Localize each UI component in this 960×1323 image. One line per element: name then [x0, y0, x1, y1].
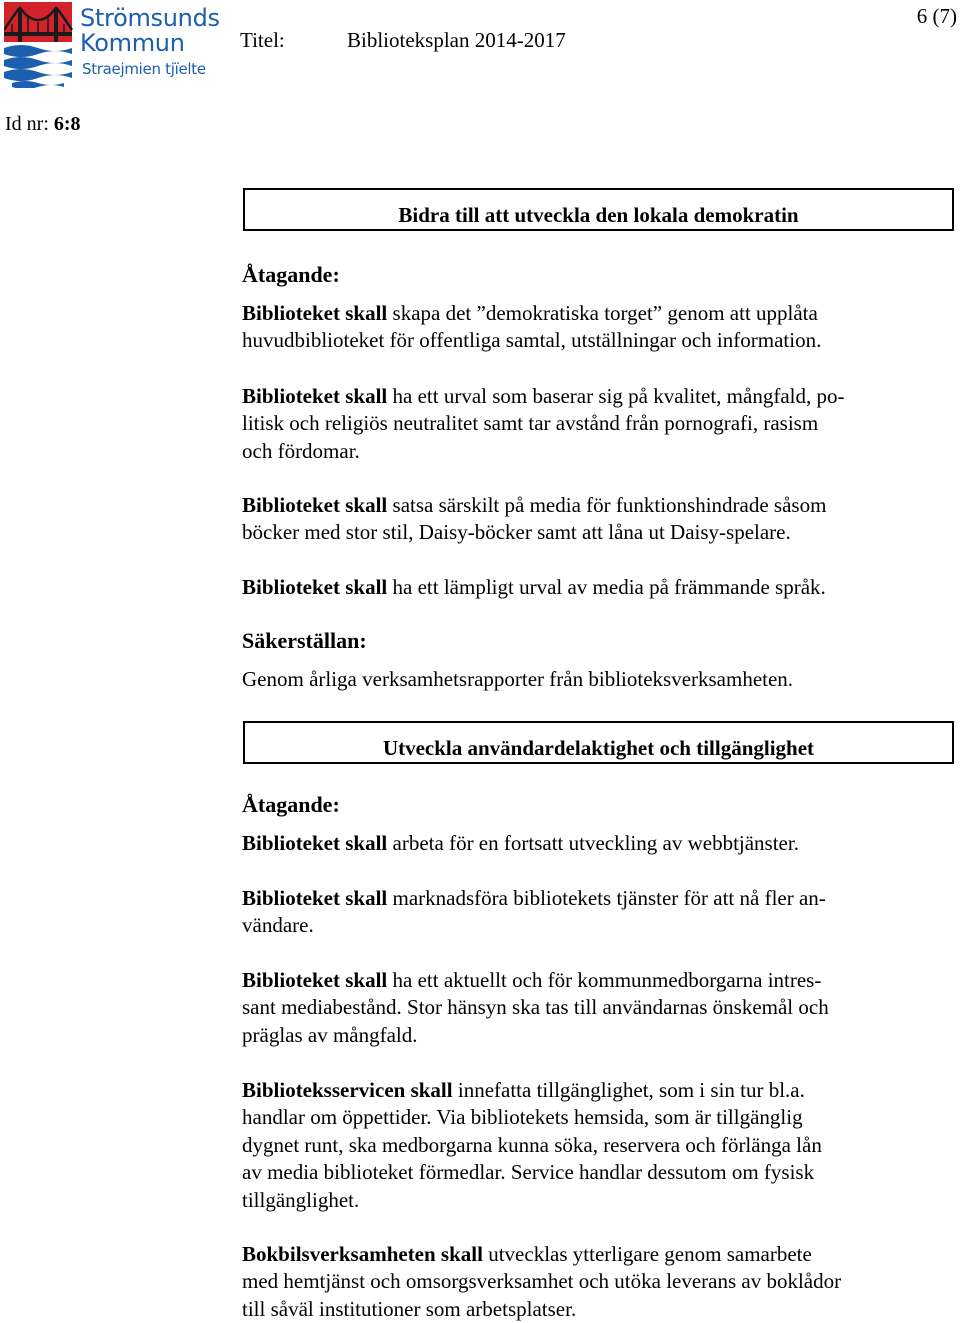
- paragraph-lead: Bokbilsverksamheten skall: [242, 1242, 483, 1266]
- paragraph-line: satsa särskilt på media för funktionshindrade såsom: [387, 493, 827, 517]
- paragraph-line: av media biblioteket förmedlar. Service handlar dessutom om fysisk: [242, 1160, 815, 1185]
- commitment-heading: Åtagande:: [242, 792, 340, 817]
- paragraph-line: präglas av mångfald.: [242, 1022, 418, 1047]
- paragraph-lead: Biblioteket skall: [242, 968, 388, 992]
- logo-tagline: Straejmien tjïelte: [82, 60, 206, 78]
- paragraph: [242, 1241, 841, 1323]
- document-title: Biblioteksplan 2014-2017: [347, 28, 566, 52]
- assurance-text: Genom årliga verksamhetsrapporter från biblioteksverksamheten.: [242, 667, 794, 691]
- paragraph: [242, 1077, 822, 1214]
- title-label: Titel:: [240, 28, 285, 52]
- section-title-box: [243, 188, 954, 231]
- paragraph-line: marknadsföra bibliotekets tjänster för att nå fler an-: [387, 886, 826, 910]
- paragraph-line: böcker med stor stil, Daisy-böcker samt att låna ut Daisy-spelare.: [242, 520, 791, 545]
- commitment-heading: Åtagande:: [242, 262, 340, 287]
- paragraph-line: handlar om öppettider. Via bibliotekets hemsida, som är tillgänglig: [242, 1105, 803, 1130]
- paragraph: [242, 574, 826, 601]
- paragraph-line: sant mediabestånd. Stor hänsyn ska tas till användarnas önskemål och: [242, 995, 829, 1020]
- paragraph-line: huvudbiblioteket för offentliga samtal, utställningar och information.: [242, 328, 822, 353]
- paragraph-line: arbeta för en fortsatt utveckling av webbtjänster.: [387, 831, 799, 855]
- paragraph-lead: Biblioteket skall: [242, 384, 388, 408]
- paragraph-line: litisk och religiös neutralitet samt tar avstånd från pornografi, rasism: [242, 411, 819, 436]
- id-value: 6:8: [53, 113, 81, 135]
- section-title: Utveckla användardelaktighet och tillgänglighet: [382, 736, 815, 760]
- municipality-logo: [4, 2, 220, 88]
- logo-name-line2: Kommun: [80, 29, 185, 57]
- paragraph: [242, 830, 799, 857]
- paragraph-lead: Biblioteksservicen skall: [242, 1078, 453, 1102]
- paragraph-line: ha ett aktuellt och för kommunmedborgarna intres-: [387, 968, 822, 992]
- paragraph-lead: Biblioteket skall: [242, 301, 388, 325]
- paragraph: [242, 885, 826, 940]
- assurance-heading: Säkerställan:: [242, 628, 367, 653]
- paragraph-lead: Biblioteket skall: [242, 575, 388, 599]
- paragraph-line: innefatta tillgänglighet, som i sin tur bl.a.: [452, 1078, 805, 1102]
- paragraph-line: tillgänglighet.: [242, 1187, 360, 1212]
- paragraph-lead: Biblioteket skall: [242, 493, 388, 517]
- paragraph-line: ha ett urval som baserar sig på kvalitet, mångfald, po-: [387, 384, 845, 408]
- paragraph-line: till såväl institutioner som arbetsplatser.: [242, 1296, 577, 1321]
- section-title: Bidra till att utveckla den lokala demokratin: [398, 203, 799, 227]
- paragraph-line: utvecklas ytterligare genom samarbete: [482, 1242, 812, 1266]
- id-label: Id nr:: [5, 113, 49, 135]
- paragraph: [242, 300, 821, 355]
- paragraph-line: ha ett lämpligt urval av media på främmande språk.: [387, 575, 826, 599]
- section-title-box: [243, 721, 954, 764]
- paragraph-line: dygnet runt, ska medborgarna kunna söka, reservera och förlänga lån: [242, 1132, 822, 1157]
- paragraph-lead: Biblioteket skall: [242, 886, 388, 910]
- logo-name-line1: Strömsunds: [80, 4, 220, 32]
- document-id: [5, 113, 81, 136]
- paragraph: [242, 383, 844, 465]
- paragraph-lead: Biblioteket skall: [242, 831, 388, 855]
- paragraph-line: vändare.: [242, 913, 314, 938]
- paragraph-line: och fördomar.: [242, 438, 360, 463]
- paragraph-line: skapa det ”demokratiska torget” genom att upplåta: [387, 301, 818, 325]
- paragraph: [242, 492, 826, 547]
- paragraph: [242, 967, 829, 1049]
- bridge-emblem-icon: [4, 2, 74, 88]
- paragraph-line: med hemtjänst och omsorgsverksamhet och utöka leverans av boklådor: [242, 1269, 842, 1294]
- page-number: 6 (7): [916, 4, 957, 28]
